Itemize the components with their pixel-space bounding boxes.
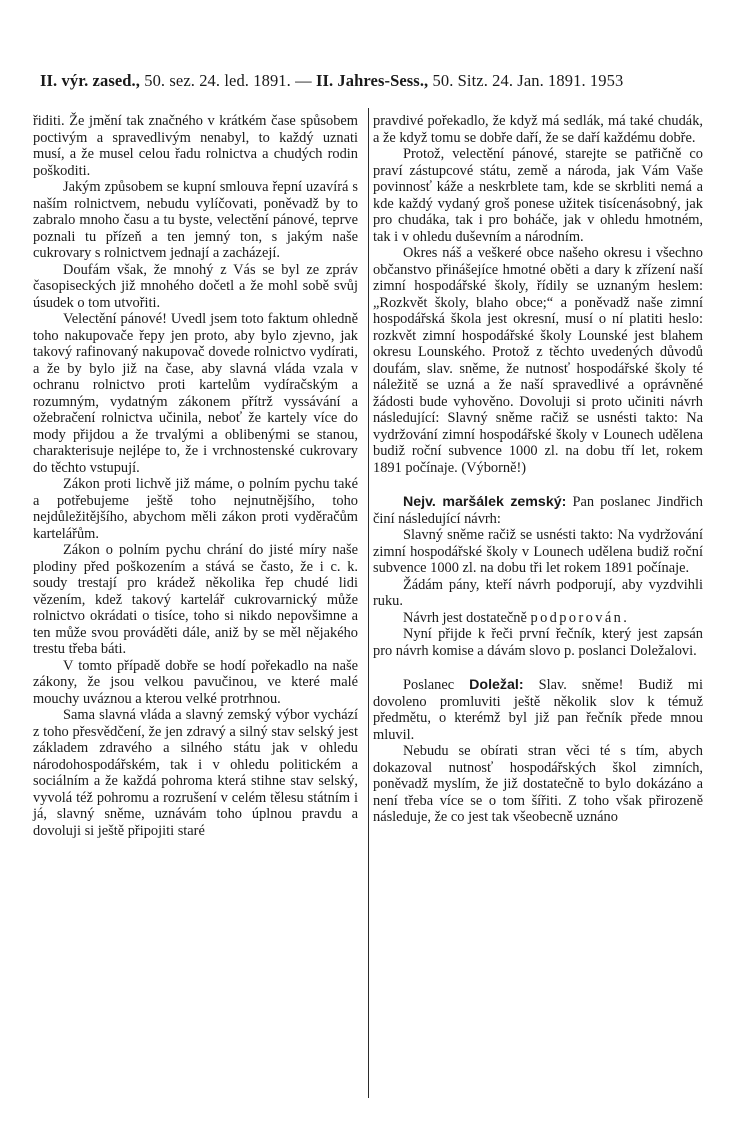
right-column bbox=[373, 113, 703, 826]
page-number: 1953 bbox=[589, 71, 624, 90]
header-german-date: 50. Sitz. 24. Jan. 1891. bbox=[428, 71, 586, 90]
left-paragraph: řiditi. Že jmění tak značného v krátkém čase spůsobem poctivým a spravedlivým nenabyl, to každý uznati musí, a že musel celou řadu rolnictva a chudých rodin poškoditi. bbox=[33, 113, 358, 179]
left-paragraph: V tomto případě dobře se hodí pořekadlo na naše zákony, že jsou velkou pavučinou, ve které malé mouchy uváznou a kterou velké protrhnou. bbox=[33, 657, 358, 707]
right-paragraph: Nebudu se obírati stran věci té s tím, abych dokazoval nutnosť hospodářských škol zimních, poněvadž myslím, že již dostatečně to bylo dokázáno a není třeba více se o tom šířiti. Z toho však přirozeně následuje, že co jest tak všeobecně uznáno bbox=[373, 743, 703, 825]
right-paragraph: Slavný sněme račiž se usnésti takto: Na vydržování zimní hospodářské školy v Lounech udělena budiž roční subvence 1000 zl. na dobu tři let rokem 1891 počínaje. bbox=[373, 527, 703, 576]
header-german-session: II. Jahres-Sess., bbox=[315, 71, 429, 90]
speaker-name: Nejv. maršálek zemský: bbox=[403, 494, 567, 510]
header-czech-session: II. výr. zased., bbox=[40, 71, 140, 90]
speaker-text: Slav. sněme! Budiž mi dovoleno promluviti ještě několik slov k témuž předmětu, o kterémž byl již pan řečník přede mnou mluvil. bbox=[373, 677, 703, 743]
right-paragraph: Žádám pány, kteří návrh podporují, aby vyzdvihli ruku. bbox=[373, 576, 703, 609]
right-paragraph bbox=[373, 610, 703, 627]
left-paragraph: Zákon proti lichvě již máme, o polním pychu také a potřebujeme ještě toho nejnutnějšího, toho nejdůležitějšího, abychom měli zákon proti vyděračům kartelářům. bbox=[33, 476, 358, 542]
speaker-name: Doležal: bbox=[469, 677, 524, 693]
speaker-paragraph bbox=[373, 494, 703, 527]
speaker-text: Pan poslanec Jindřich činí následující návrh: bbox=[373, 494, 703, 527]
right-paragraph: Okres náš a veškeré obce našeho okresu i všechno občanstvo přinášejíce hmotné oběti a dary k zřízení naší zimní hospodářské školy, řídily se uznaným heslem: „Rozkvět školy, blaho obce;“ a poněvadž naše zimní hospodářská škola jest okresní, musí o ní platiti heslo: rozkvět zimní hospodářské školy Lounské jest blahem okresu Lounského. Protož z těchto uvedených důvodů doufám, slav. sněme, že nutnosť hospodářské školy té náležitě se uzná a že naší spravedlivé a oprávněné žádosti bude vyhověno. Dovoluji si proto učiniti návrh následující: Slavný sněme račiž se usnésti takto: Na vydržování zimní hospodářské školy v Lounech udělena budiž roční subvence 1000 zl. na dobu tří let, rokem 1891 počínaje. (Výborně!) bbox=[373, 245, 703, 476]
right-paragraph: Protož, velectění pánové, starejte se patřičně co praví zástupcové státu, země a národa, jak Vám Vaše povinnosť káže a neskrblete tam, kde se skrbliti nemá a kde každý vydaný groš ponese užitek tisícenásobný, jak pro chudáka, tak i pro boháče, jak v ohledu hmotném, tak i v ohledu duševním a národním. bbox=[373, 146, 703, 245]
running-header bbox=[40, 70, 708, 92]
left-paragraph: Sama slavná vláda a slavný zemský výbor vychází z toho přesvědčení, že jen zdravý a silný stav selský jest základem zdravého a silného státu jak v ohledu národohospodářském, tak i v ohledu politickém a sociálním a že každá pohroma která stihne stav selský, vyvolá též pohromu a rozrušení v celém tělesu státním i já, slavný sněme, uznávám toho úplnou pravdu a dovoluji si ještě připojiti staré bbox=[33, 707, 358, 839]
column-divider bbox=[368, 108, 369, 1098]
left-paragraph: Jakým způsobem se kupní smlouva řepní uzavírá s naším rolnictvem, nebudu vylíčovati, poněvadž by to zabralo mnoho času a tu byste, velectění pánové, teprve poznali tu přízeň a ten jemný ton, s jakým naše cukrovary s rolnictvem jednají a zacházejí. bbox=[33, 179, 358, 261]
left-column bbox=[33, 113, 358, 839]
right-paragraph: Nyní přijde k řeči první řečník, který jest zapsán pro návrh komise a dávám slovo p. poslanci Doležalovi. bbox=[373, 626, 703, 659]
left-paragraph: Velectění pánové! Uvedl jsem toto faktum ohledně toho nakupovače řepy jen proto, aby bylo zjevno, jak takový rafinovaný nakupovač dovede rolnictvo vydírati, a že by bylo již na čase, aby slavná vláda vzala v ochranu rolnictvo proti kartelům vydíračským a rozumným, vydatným zákonem přítrž vyssávání a ožebračení rolnictva učinila, neboť že kartely více do mody přijdou a že trvalými a oblibenými se stanou, charakterisuje nejlépe to, že i vrchnostenské cukrovary do těchto vstupují. bbox=[33, 311, 358, 476]
left-paragraph: Zákon o polním pychu chrání do jisté míry naše plodiny před poškozením a stává se často, že i c. k. soudy trestají pro krádež několika řep chudé lidi vězením, kdež takový kartelář cukrovarnický může rolnictvo okrádati o tisíce, toho si nikdo nepovšimne a ten může svou prováděti dále, aniž by se měl nějakého trestu třeba báti. bbox=[33, 542, 358, 657]
motion-text: Návrh jest dostatečně bbox=[403, 609, 531, 626]
speaker-prefix: Poslanec bbox=[403, 677, 470, 693]
motion-supported: podporován. bbox=[530, 609, 630, 626]
speaker-paragraph bbox=[373, 677, 703, 743]
left-paragraph: Doufám však, že mnohý z Vás se byl ze zpráv časopiseckých již mnohého dočetl a že mohl sobě svůj úsudek o tom utvořiti. bbox=[33, 261, 358, 311]
header-czech-date: 50. sez. 24. led. 1891. — bbox=[140, 71, 316, 90]
right-paragraph: pravdivé pořekadlo, že když má sedlák, má také chudák, a že když tomu se dobře daří, že se daří každému dobře. bbox=[373, 113, 703, 146]
